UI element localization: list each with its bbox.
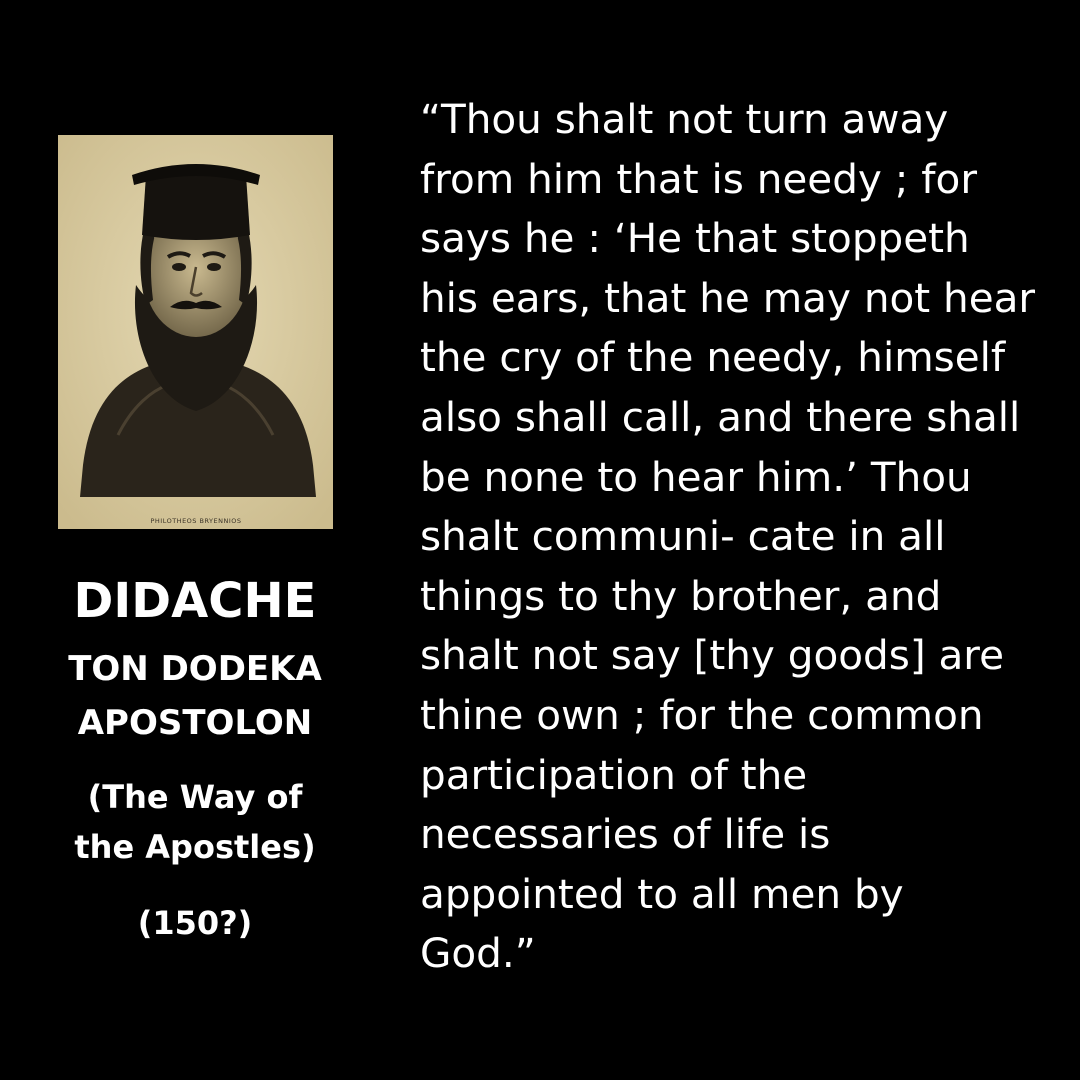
- title-main: DIDACHE: [73, 573, 317, 629]
- portrait-caption: PHILOTHEOS BRYENNIOS: [150, 517, 242, 525]
- portrait-engraving: [58, 135, 333, 529]
- portrait-illustration: [58, 135, 333, 529]
- title-subtitle: TON DODEKA APOSTOLON: [68, 649, 322, 743]
- title-date: (150?): [137, 904, 253, 942]
- title-translation: (The Way of the Apostles): [74, 778, 316, 866]
- quote-text: “Thou shalt not turn away from him that is needy ; for says he : ‘He that stoppeth his ears, that he may not hear the cry of the needy, himself also shall call, and there shall be none to hear him.’ Thou shalt communi- cate in all things to thy brother, and shalt not say [thy goods] are thine own ; for the common participation of the necessaries of life is appointed to all men by God.”: [420, 95, 1036, 978]
